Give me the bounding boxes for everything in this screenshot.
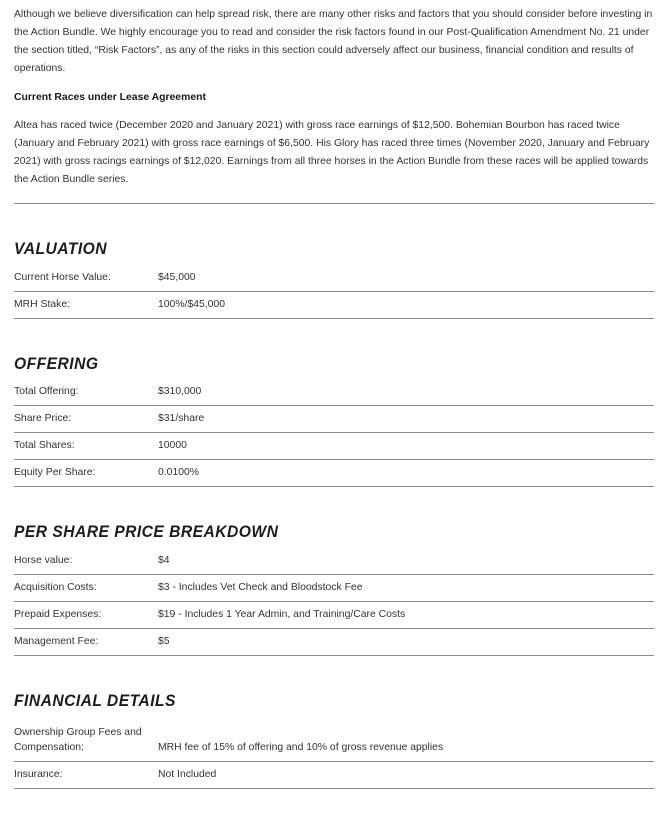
row-value: Not Included [158, 769, 217, 780]
valuation-heading: VALUATION [14, 239, 108, 258]
row-value: 100%/$45,000 [158, 298, 226, 310]
row-label: MRH Stake: [14, 298, 71, 310]
valuation-table [14, 264, 654, 319]
row-label: Prepaid Expenses: [14, 608, 102, 620]
row-value: 10000 [158, 440, 187, 451]
financial-table [14, 716, 654, 790]
row-value: $31/share [158, 413, 205, 424]
row-value: $5 [158, 635, 170, 647]
row-value: MRH fee of 15% of offering and 10% of gross revenue applies [158, 742, 444, 753]
row-value: $45,000 [158, 271, 196, 283]
table-row [14, 716, 654, 762]
offering-heading: OFFERING [14, 353, 99, 373]
row-value: $3 - Includes Vet Check and Bloodstock Fee [158, 581, 363, 593]
table-row [14, 433, 654, 460]
row-label: Share Price: [14, 413, 72, 424]
table-row [14, 460, 654, 487]
table-row [14, 264, 654, 291]
races-paragraph: Altea has raced twice (December 2020 and January 2021) with gross race earnings of $12,500. Bohemian Bourbon has raced twice (January and February 2021) with gross race earnings of $6,500. His Glory has raced three times (November 2020, January and February 2021) with gross racings earnings of $12,020. Earnings from all three horses in the Action Bundle from these races will be applied towards the Action Bundle series. [14, 120, 650, 185]
table-row [14, 628, 654, 655]
row-value: $4 [158, 554, 170, 566]
table-row [14, 601, 654, 628]
row-label: Management Fee: [14, 635, 99, 647]
races-heading: Current Races under Lease Agreement [14, 92, 206, 103]
risk-disclaimer-paragraph: Although we believe diversification can help spread risk, there are many other risks and factors that you should consider before investing in the Action Bundle. We highly encourage you to read and consider the risk factors found in our Post-Qualification Amendment No. 21 under the section titled, “Risk Factors”, as any of the risks in this section could adversely affect our business, financial condition and results of operations. [14, 9, 653, 74]
row-value: $19 - Includes 1 Year Admin, and Training/Care Costs [158, 608, 406, 620]
table-row [14, 379, 654, 406]
row-label: Ownership Group Fees and Compensation: [14, 727, 142, 753]
row-label: Acquisition Costs: [14, 581, 97, 593]
row-label: Equity Per Share: [14, 467, 96, 478]
row-value: $310,000 [158, 386, 202, 397]
row-label: Total Shares: [14, 440, 75, 451]
offering-table [14, 379, 654, 488]
row-label: Current Horse Value: [14, 271, 111, 283]
row-label: Horse value: [14, 554, 73, 566]
breakdown-heading: PER SHARE PRICE BREAKDOWN [14, 522, 279, 541]
table-row [14, 291, 654, 318]
table-row [14, 547, 654, 574]
content [14, 6, 654, 789]
table-row [14, 762, 654, 789]
breakdown-table [14, 547, 654, 656]
row-value: 0.0100% [158, 467, 200, 478]
table-row [14, 574, 654, 601]
financial-heading: FINANCIAL DETAILS [14, 690, 176, 710]
row-label: Insurance: [14, 769, 63, 780]
row-label: Total Offering: [14, 386, 79, 397]
table-row [14, 406, 654, 433]
